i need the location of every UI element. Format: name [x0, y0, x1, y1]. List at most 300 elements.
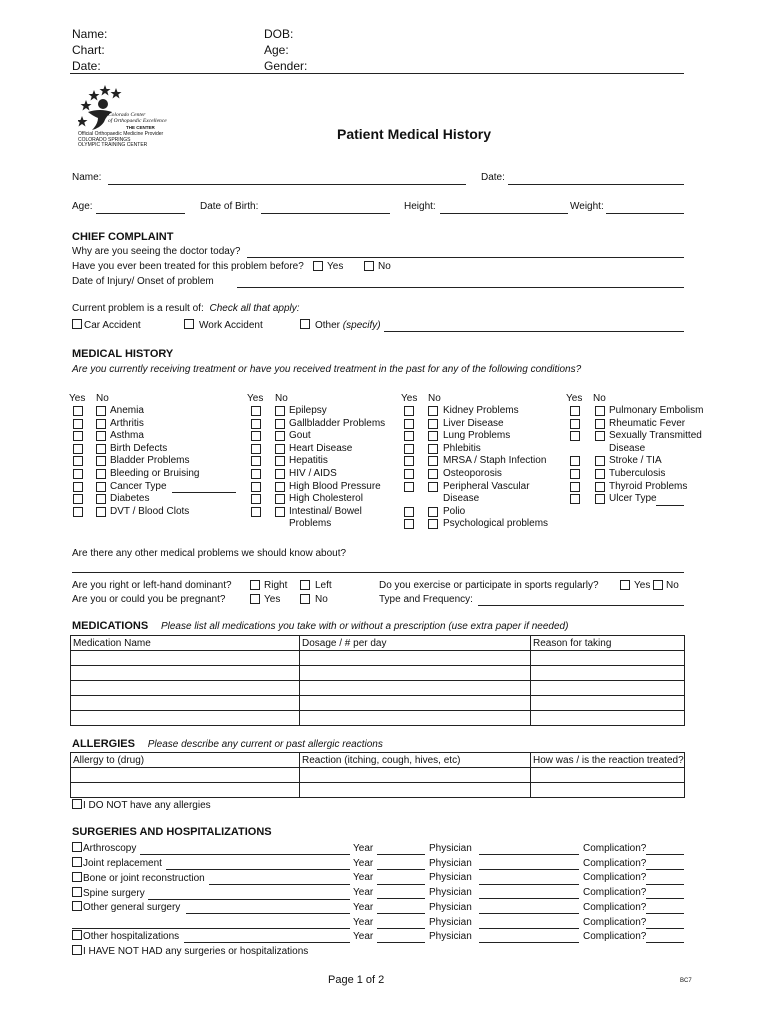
- column-header: Dosage / # per day: [300, 636, 531, 651]
- col2-yes-boxes: [251, 406, 261, 519]
- age-label: Age:: [72, 201, 93, 212]
- table-row[interactable]: [71, 711, 685, 726]
- col1-no-checkbox[interactable]: [96, 469, 106, 479]
- physician-field[interactable]: [479, 854, 579, 855]
- date-label: Date:: [481, 172, 505, 183]
- table-cell[interactable]: [71, 711, 300, 726]
- condition-label: Hepatitis: [289, 455, 328, 467]
- table-cell[interactable]: [531, 666, 685, 681]
- surgery-arthroscopy[interactable]: [72, 842, 136, 854]
- date-field[interactable]: [508, 184, 684, 185]
- surgery-desc-field[interactable]: [140, 854, 350, 855]
- table-cell[interactable]: [71, 681, 300, 696]
- col2-yes-checkbox[interactable]: [251, 456, 261, 466]
- condition-label: Polio: [443, 505, 466, 517]
- header-gender-label: Gender:: [264, 59, 308, 73]
- col2-no-checkbox[interactable]: [275, 444, 285, 454]
- col2-no-header: No: [275, 393, 288, 404]
- col3-yes-checkbox[interactable]: [404, 431, 414, 441]
- column-header: Allergy to (drug): [71, 753, 300, 768]
- left-hand-checkbox[interactable]: [300, 580, 310, 590]
- table-cell[interactable]: [531, 768, 685, 783]
- surgery-desc-field[interactable]: [184, 942, 350, 943]
- col3-yes-checkbox[interactable]: [404, 519, 414, 529]
- col1-no-checkbox[interactable]: [96, 507, 106, 517]
- condition-label: Birth Defects: [110, 442, 168, 454]
- condition-label: Sexually Transmitted: [609, 430, 702, 442]
- complication-label: Complication?: [583, 901, 647, 913]
- col4-yes-checkbox[interactable]: [570, 456, 580, 466]
- physician-field[interactable]: [479, 913, 579, 914]
- pregnant-q: Are you or could you be pregnant?: [72, 594, 226, 605]
- col2-yes-checkbox[interactable]: [251, 431, 261, 441]
- header-date-label: Date:: [72, 59, 101, 73]
- col3-yes-checkbox[interactable]: [404, 444, 414, 454]
- surgery-desc-field[interactable]: [209, 884, 350, 885]
- col3-no-boxes: [428, 406, 438, 532]
- surgery-label: Arthroscopy: [83, 843, 137, 854]
- pregnant-yes-checkbox[interactable]: [250, 594, 260, 604]
- work-accident-label: Work Accident: [199, 320, 263, 331]
- condition-label: Diabetes: [110, 493, 150, 505]
- col3-no-checkbox[interactable]: [428, 456, 438, 466]
- col2-yes-checkbox[interactable]: [251, 419, 261, 429]
- right-hand-label: Right: [264, 580, 288, 591]
- surgery-checkbox[interactable]: [72, 887, 82, 897]
- table-row[interactable]: [71, 651, 685, 666]
- other-problems-field[interactable]: [72, 572, 684, 573]
- col3-no-checkbox[interactable]: [428, 406, 438, 416]
- medications-hint: Please list all medications you take with or without a prescription (use extra paper if needed): [160, 621, 569, 632]
- condition-label: Phlebitis: [443, 442, 481, 454]
- result-label: Current problem is a result of:: [72, 303, 204, 314]
- header-dob-label: DOB:: [264, 27, 294, 41]
- other-hosp-label: Other hospitalizations: [83, 931, 180, 942]
- condition-label: Psychological problems: [443, 518, 549, 530]
- year-label: Year: [353, 887, 374, 899]
- table-cell[interactable]: [71, 696, 300, 711]
- surgery-desc-field[interactable]: [166, 869, 350, 870]
- col1-yes-header: Yes: [69, 393, 86, 404]
- col1-no-header: No: [96, 393, 109, 404]
- col3-no-checkbox[interactable]: [428, 507, 438, 517]
- col1-yes-boxes: [73, 406, 83, 519]
- year-field[interactable]: [377, 854, 425, 855]
- col4-yes-checkbox[interactable]: [570, 419, 580, 429]
- surgery-checkbox[interactable]: [72, 930, 82, 940]
- col3-yes-checkbox[interactable]: [404, 419, 414, 429]
- col1-no-checkbox[interactable]: [96, 406, 106, 416]
- header-rule: [70, 73, 684, 74]
- physician-label: Physician: [429, 843, 472, 854]
- physician-label: Physician: [429, 901, 472, 913]
- complication-label: Complication?: [583, 872, 647, 884]
- col2-yes-checkbox[interactable]: [251, 469, 261, 479]
- other-checkbox[interactable]: [300, 319, 310, 329]
- col1-no-checkbox[interactable]: [96, 444, 106, 454]
- col4-yes-header: Yes: [566, 393, 583, 404]
- condition-label: Gout: [289, 430, 311, 442]
- surgery-checkbox[interactable]: [72, 872, 82, 882]
- condition-label: Lung Problems: [443, 430, 511, 442]
- col2-yes-checkbox[interactable]: [251, 507, 261, 517]
- condition-label: Anemia: [110, 405, 144, 416]
- name-field[interactable]: [108, 184, 466, 185]
- col3-yes-header: Yes: [401, 393, 418, 404]
- ulcer-type-field[interactable]: [656, 505, 684, 506]
- col4-no-checkbox[interactable]: [595, 456, 605, 466]
- right-hand-checkbox[interactable]: [250, 580, 260, 590]
- surgery-spine[interactable]: [72, 887, 145, 899]
- dominant-q: Are you right or left-hand dominant?: [72, 580, 232, 591]
- condition-label: Problems: [289, 518, 332, 530]
- table-cell[interactable]: [71, 666, 300, 681]
- other-label: Other: [315, 320, 341, 331]
- col4-yes-checkbox[interactable]: [570, 469, 580, 479]
- condition-label: Kidney Problems: [443, 405, 519, 416]
- surgery-desc-field[interactable]: [72, 928, 350, 929]
- car-accident-option[interactable]: [72, 319, 141, 331]
- col1-no-boxes: [96, 406, 106, 519]
- physician-field[interactable]: [479, 869, 579, 870]
- year-field[interactable]: [377, 928, 425, 929]
- surgery-bone-reconstruction[interactable]: [72, 872, 205, 884]
- complication-field[interactable]: [646, 898, 684, 899]
- condition-label: MRSA / Staph Infection: [443, 455, 547, 467]
- condition-label: Thyroid Problems: [609, 480, 688, 492]
- left-hand-label: Left: [315, 580, 332, 591]
- surgeries-heading: SURGERIES AND HOSPITALIZATIONS: [72, 826, 272, 838]
- table-cell[interactable]: [300, 666, 531, 681]
- name-label: Name:: [72, 172, 102, 183]
- chief-q2: [72, 261, 304, 272]
- treated-yes-label: Yes: [327, 261, 344, 272]
- col2-no-checkbox[interactable]: [275, 469, 285, 479]
- col2-no-checkbox[interactable]: [275, 482, 285, 492]
- col2-conditions: [289, 405, 385, 531]
- col1-yes-checkbox[interactable]: [73, 431, 83, 441]
- logo-line-3: THE CENTER: [126, 125, 155, 130]
- col4-yes-checkbox[interactable]: [570, 431, 580, 441]
- no-surgeries-option[interactable]: [72, 945, 308, 957]
- col2-no-checkbox[interactable]: [275, 431, 285, 441]
- pregnant-yes-label: Yes: [264, 594, 281, 605]
- year-field[interactable]: [377, 898, 425, 899]
- type-frequency-label: Type and Frequency:: [379, 594, 473, 605]
- chief-q1-field[interactable]: [247, 257, 684, 258]
- col1-yes-checkbox[interactable]: [73, 494, 83, 504]
- col3-conditions: [443, 405, 548, 531]
- form-code: BC7: [680, 978, 692, 984]
- col3-yes-checkbox[interactable]: [404, 482, 414, 492]
- col1-yes-checkbox[interactable]: [73, 406, 83, 416]
- col4-no-checkbox[interactable]: [595, 494, 605, 504]
- col1-no-checkbox[interactable]: [96, 456, 106, 466]
- table-cell[interactable]: [300, 711, 531, 726]
- exercise-no-label: No: [666, 580, 679, 591]
- complication-label: Complication?: [583, 887, 647, 899]
- surgery-desc-field[interactable]: [186, 913, 350, 914]
- height-field[interactable]: [440, 213, 568, 214]
- allergies-table: [70, 752, 685, 798]
- col3-no-checkbox[interactable]: [428, 469, 438, 479]
- chief-q3: Date of Injury/ Onset of problem: [72, 276, 214, 287]
- year-label: Year: [353, 857, 374, 869]
- table-row[interactable]: [71, 768, 685, 783]
- col1-yes-checkbox[interactable]: [73, 419, 83, 429]
- physician-field[interactable]: [479, 898, 579, 899]
- col1-yes-checkbox[interactable]: [73, 482, 83, 492]
- age-field[interactable]: [96, 213, 185, 214]
- surgery-desc-field[interactable]: [148, 899, 350, 900]
- surgery-other-general[interactable]: [72, 901, 180, 913]
- condition-label: High Blood Pressure: [289, 480, 381, 492]
- treated-yes-checkbox[interactable]: [313, 261, 323, 271]
- year-label: Year: [353, 872, 374, 884]
- condition-label: Intestinal/ Bowel: [289, 505, 362, 517]
- other-option[interactable]: [300, 319, 381, 331]
- year-field[interactable]: [377, 884, 425, 885]
- col4-no-checkbox[interactable]: [595, 469, 605, 479]
- col3-yes-checkbox[interactable]: [404, 507, 414, 517]
- complication-label: Complication?: [583, 916, 647, 928]
- physician-label: Physician: [429, 872, 472, 884]
- star-figure-logo-icon: [78, 82, 128, 132]
- col2-no-checkbox[interactable]: [275, 494, 285, 504]
- table-row[interactable]: [71, 696, 685, 711]
- cancer-type-field[interactable]: [172, 492, 236, 493]
- weight-field[interactable]: [606, 213, 684, 214]
- col4-no-checkbox[interactable]: [595, 419, 605, 429]
- col1-no-checkbox[interactable]: [96, 419, 106, 429]
- dob-field[interactable]: [261, 213, 390, 214]
- year-label: Year: [353, 843, 374, 854]
- other-problems-q: Are there any other medical problems we should know about?: [72, 548, 347, 559]
- col1-yes-checkbox[interactable]: [73, 507, 83, 517]
- condition-label: Disease: [443, 493, 480, 505]
- medications-header-row: [72, 620, 568, 632]
- col1-yes-checkbox[interactable]: [73, 469, 83, 479]
- header-left: [72, 26, 107, 74]
- surgery-checkbox[interactable]: [72, 857, 82, 867]
- col4-no-header: No: [593, 393, 606, 404]
- page-number: Page 1 of 2: [328, 974, 385, 986]
- table-cell[interactable]: [71, 651, 300, 666]
- surgery-label: Bone or joint reconstruction: [83, 873, 205, 884]
- surgery-checkbox[interactable]: [72, 842, 82, 852]
- col4-no-checkbox[interactable]: [595, 431, 605, 441]
- car-accident-checkbox[interactable]: [72, 319, 82, 329]
- surgery-checkbox[interactable]: [72, 901, 82, 911]
- condition-label: Tuberculosis: [609, 467, 666, 479]
- table-cell[interactable]: [531, 696, 685, 711]
- complication-label: Complication?: [583, 857, 647, 869]
- col2-yes-checkbox[interactable]: [251, 406, 261, 416]
- col4-no-checkbox[interactable]: [595, 482, 605, 492]
- treated-no-label: No: [378, 261, 391, 272]
- col2-no-checkbox[interactable]: [275, 456, 285, 466]
- injury-date-field[interactable]: [237, 287, 684, 288]
- col1-no-checkbox[interactable]: [96, 431, 106, 441]
- table-cell[interactable]: [300, 696, 531, 711]
- col3-yes-checkbox[interactable]: [404, 469, 414, 479]
- complication-field[interactable]: [646, 869, 684, 870]
- col1-no-checkbox[interactable]: [96, 482, 106, 492]
- condition-label: Osteoporosis: [443, 467, 502, 479]
- header-name-label: Name:: [72, 27, 108, 41]
- col3-no-checkbox[interactable]: [428, 519, 438, 529]
- year-labels: [353, 842, 373, 945]
- work-accident-checkbox[interactable]: [184, 319, 194, 329]
- other-hospitalizations[interactable]: [72, 930, 179, 942]
- logo-line-2: of Orthopaedic Excellence: [108, 118, 167, 124]
- exercise-yes-checkbox[interactable]: [620, 580, 630, 590]
- surgery-label: Joint replacement: [83, 858, 162, 869]
- col2-no-boxes: [275, 406, 285, 519]
- col4-yes-checkbox[interactable]: [570, 482, 580, 492]
- year-label: Year: [353, 931, 374, 943]
- physician-field[interactable]: [479, 928, 579, 929]
- table-row[interactable]: [71, 681, 685, 696]
- other-specify-field[interactable]: [384, 331, 684, 332]
- table-cell[interactable]: [531, 783, 685, 798]
- medications-heading: MEDICATIONS: [72, 620, 149, 632]
- col1-no-checkbox[interactable]: [96, 494, 106, 504]
- treated-no-checkbox[interactable]: [364, 261, 374, 271]
- col2-yes-checkbox[interactable]: [251, 482, 261, 492]
- col1-conditions: [110, 405, 200, 518]
- table-cell[interactable]: [300, 768, 531, 783]
- pregnant-no-checkbox[interactable]: [300, 594, 310, 604]
- type-frequency-field[interactable]: [478, 605, 684, 606]
- year-label: Year: [353, 901, 374, 913]
- col3-no-checkbox[interactable]: [428, 419, 438, 429]
- year-field[interactable]: [377, 913, 425, 914]
- table-cell[interactable]: [531, 651, 685, 666]
- pregnant-no-label: No: [315, 594, 328, 605]
- column-header: How was / is the reaction treated?: [531, 753, 685, 768]
- exercise-no-checkbox[interactable]: [653, 580, 663, 590]
- col3-yes-checkbox[interactable]: [404, 456, 414, 466]
- exercise-yes-label: Yes: [634, 580, 651, 591]
- col3-no-checkbox[interactable]: [428, 444, 438, 454]
- surgery-label: Other general surgery: [83, 902, 181, 913]
- allergies-header-row: [72, 738, 383, 750]
- no-allergies-option[interactable]: [72, 799, 211, 811]
- col2-yes-checkbox[interactable]: [251, 444, 261, 454]
- height-label: Height:: [404, 201, 436, 212]
- complication-field[interactable]: [646, 942, 684, 943]
- column-header: Medication Name: [71, 636, 300, 651]
- col3-yes-checkbox[interactable]: [404, 406, 414, 416]
- condition-label: Peripheral Vascular: [443, 480, 530, 492]
- surgery-joint-replacement[interactable]: [72, 857, 162, 869]
- col4-yes-checkbox[interactable]: [570, 406, 580, 416]
- condition-label: Disease: [609, 442, 646, 454]
- col3-yes-boxes: [404, 406, 414, 532]
- col2-no-checkbox[interactable]: [275, 419, 285, 429]
- column-header: Reason for taking: [531, 636, 685, 651]
- column-header: Reaction (itching, cough, hives, etc): [300, 753, 531, 768]
- table-row[interactable]: [71, 666, 685, 681]
- physician-label: Physician: [429, 916, 472, 928]
- logo-line-1: Colorado Center: [108, 112, 146, 118]
- table-cell[interactable]: [531, 711, 685, 726]
- condition-label: Stroke / TIA: [609, 455, 662, 467]
- condition-label: Bleeding or Bruising: [110, 467, 200, 479]
- col2-no-checkbox[interactable]: [275, 507, 285, 517]
- table-cell[interactable]: [71, 768, 300, 783]
- exercise-q: Do you exercise or participate in sports regularly?: [379, 580, 599, 591]
- col2-yes-checkbox[interactable]: [251, 494, 261, 504]
- condition-label: Gallbladder Problems: [289, 417, 386, 429]
- year-field[interactable]: [377, 869, 425, 870]
- col1-yes-checkbox[interactable]: [73, 444, 83, 454]
- complication-label: Complication?: [583, 843, 647, 854]
- logo-line-6: OLYMPIC TRAINING CENTER: [78, 142, 148, 149]
- col3-no-checkbox[interactable]: [428, 482, 438, 492]
- complication-field[interactable]: [646, 928, 684, 929]
- no-surgeries-label: I HAVE NOT HAD any surgeries or hospitalizations: [83, 946, 309, 957]
- complication-field[interactable]: [646, 913, 684, 914]
- table-cell[interactable]: [300, 651, 531, 666]
- no-surgeries-checkbox[interactable]: [72, 945, 82, 955]
- condition-label: DVT / Blood Clots: [110, 505, 190, 517]
- col4-no-checkbox[interactable]: [595, 406, 605, 416]
- center-logo: [78, 82, 188, 154]
- table-cell[interactable]: [71, 783, 300, 798]
- allergies-heading: ALLERGIES: [72, 738, 135, 750]
- table-cell[interactable]: [300, 681, 531, 696]
- col1-yes-checkbox[interactable]: [73, 456, 83, 466]
- condition-label: Heart Disease: [289, 442, 353, 454]
- header-age-label: Age:: [264, 43, 289, 57]
- col4-yes-checkbox[interactable]: [570, 494, 580, 504]
- complication-labels: [583, 842, 646, 945]
- no-allergies-checkbox[interactable]: [72, 799, 82, 809]
- year-field[interactable]: [377, 942, 425, 943]
- col2-no-checkbox[interactable]: [275, 406, 285, 416]
- physician-field[interactable]: [479, 884, 579, 885]
- physician-labels: [429, 842, 472, 945]
- table-cell[interactable]: [531, 681, 685, 696]
- header-right: [264, 26, 307, 74]
- col3-no-checkbox[interactable]: [428, 431, 438, 441]
- col4-yes-boxes: [570, 406, 580, 507]
- surgery-label: Spine surgery: [83, 888, 145, 899]
- physician-field[interactable]: [479, 942, 579, 943]
- table-cell[interactable]: [300, 783, 531, 798]
- table-row[interactable]: [71, 783, 685, 798]
- complication-field[interactable]: [646, 884, 684, 885]
- physician-label: Physician: [429, 887, 472, 899]
- medical-history-prompt: Are you currently receiving treatment or have you received treatment in the past for any of the following conditions?: [72, 364, 582, 375]
- no-allergies-label: I DO NOT have any allergies: [83, 800, 211, 811]
- work-accident-option[interactable]: [184, 319, 263, 331]
- chief-complaint-heading: CHIEF COMPLAINT: [72, 231, 174, 243]
- page-title: Patient Medical History: [337, 126, 492, 142]
- medications-table: [70, 635, 685, 726]
- condition-label: Pulmonary Embolism: [609, 405, 704, 416]
- table-header-row: [71, 636, 685, 651]
- condition-label: Liver Disease: [443, 417, 504, 429]
- result-hint: Check all that apply:: [209, 303, 300, 314]
- condition-label: Epilepsy: [289, 405, 327, 416]
- col4-no-boxes: [595, 406, 605, 507]
- car-accident-label: Car Accident: [84, 320, 141, 331]
- other-hint: (specify): [342, 320, 381, 331]
- complication-field[interactable]: [646, 854, 684, 855]
